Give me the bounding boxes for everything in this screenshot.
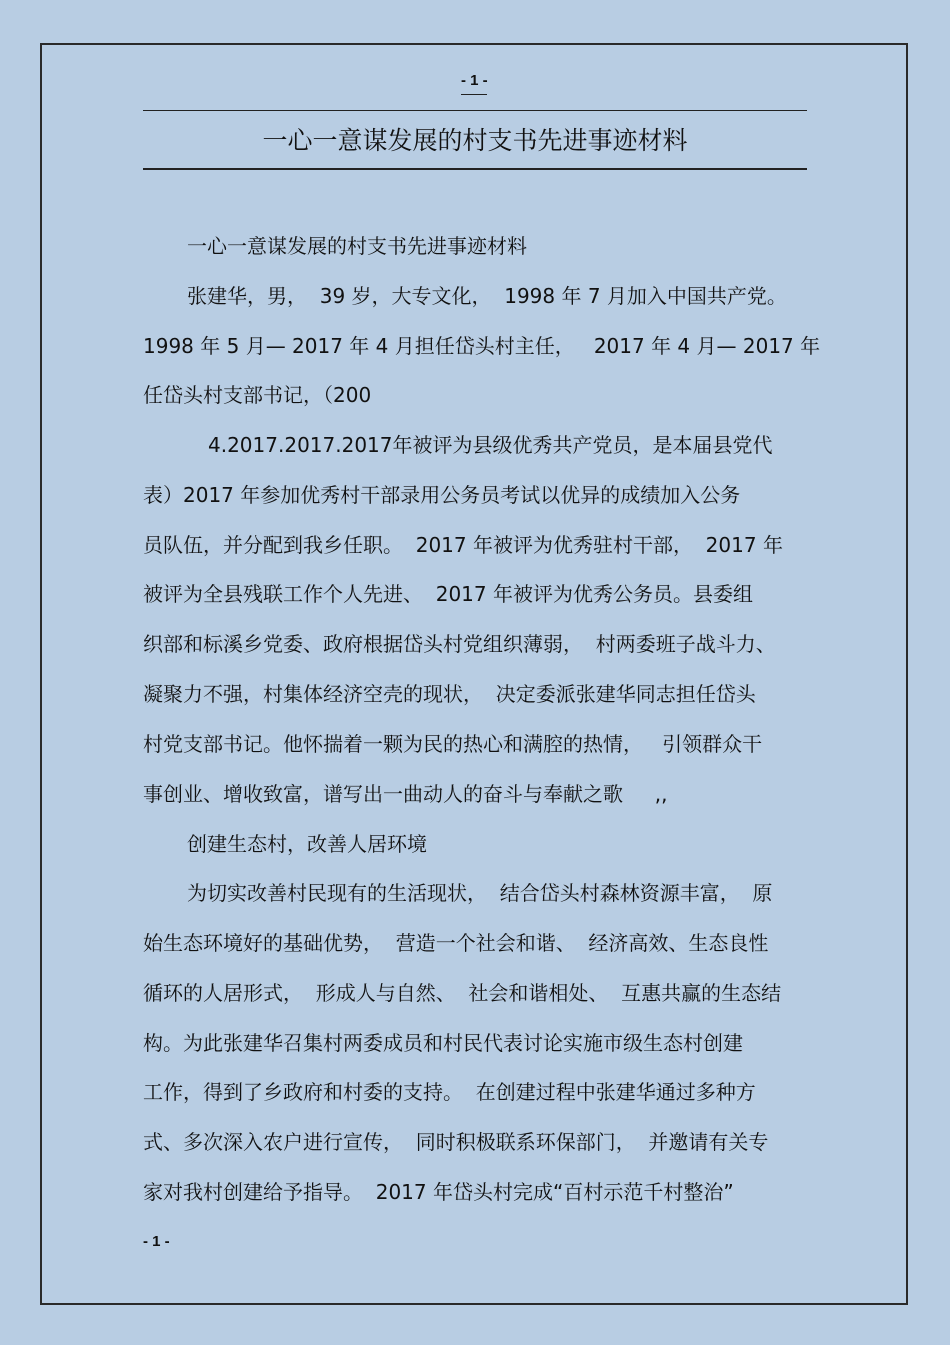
body-line: 为切实改善村民现有的生活现状， 结合岱头村森林资源丰富， 原 (187, 881, 773, 905)
title-rule-bottom (143, 168, 807, 170)
body-line: 循环的人居形式， 形成人与自然、 社会和谐相处、 互惠共赢的生态结 (143, 981, 782, 1005)
body-line: 被评为全县残联工作个人先进、 2017 年被评为优秀公务员。县委组 (143, 582, 753, 606)
body-line: 工作，得到了乡政府和村委的支持。 在创建过程中张建华通过多种方 (143, 1080, 756, 1104)
body-line: 式、多次深入农户进行宣传， 同时积极联系环保部门， 并邀请有关专 (143, 1130, 769, 1154)
page-title: 一心一意谋发展的村支书先进事迹材料 (262, 126, 688, 155)
body-line: 4.2017.2017.2017年被评为县级优秀共产党员，是本届县党代 (208, 433, 773, 457)
body-line: 始生态环境好的基础优势， 营造一个社会和谐、 经济高效、生态良性 (143, 931, 769, 955)
body-line: 表）2017 年参加优秀村干部录用公务员考试以优异的成绩加入公务 (143, 483, 741, 507)
body-line: 织部和标溪乡党委、政府根据岱头村党组织薄弱， 村两委班子战斗力、 (143, 632, 776, 656)
body-line: 一心一意谋发展的村支书先进事迹材料 (187, 234, 527, 258)
body-line: 1998 年 5 月— 2017 年 4 月担任岱头村主任， 2017 年 4 月— 2017 年 (143, 334, 821, 358)
body-line: 任岱头村支部书记，（200 (143, 383, 372, 407)
section-heading: 创建生态村，改善人居环境 (187, 832, 427, 856)
title-rule-top (143, 110, 807, 111)
footer-page-number: - 1 - (143, 1233, 170, 1250)
body-line: 凝聚力不强，村集体经济空壳的现状， 决定委派张建华同志担任岱头 (143, 682, 756, 706)
body-line: 员队伍，并分配到我乡任职。 2017 年被评为优秀驻村干部， 2017 年 (143, 533, 783, 557)
body-line: 张建华，男， 39 岁，大专文化， 1998 年 7 月加入中国共产党。 (187, 284, 787, 308)
header-page-number-underline (461, 94, 487, 95)
header-page-number: - 1 - (461, 72, 488, 89)
body-line: 村党支部书记。他怀揣着一颗为民的热心和满腔的热情， 引领群众干 (143, 732, 763, 756)
body-line: 家对我村创建给予指导。 2017 年岱头村完成“百村示范千村整治” (143, 1180, 734, 1204)
body-line: 事创业、增收致富，谱写出一曲动人的奋斗与奉献之歌 ,, (143, 782, 668, 806)
body-line: 构。为此张建华召集村两委成员和村民代表讨论实施市级生态村创建 (143, 1031, 743, 1055)
